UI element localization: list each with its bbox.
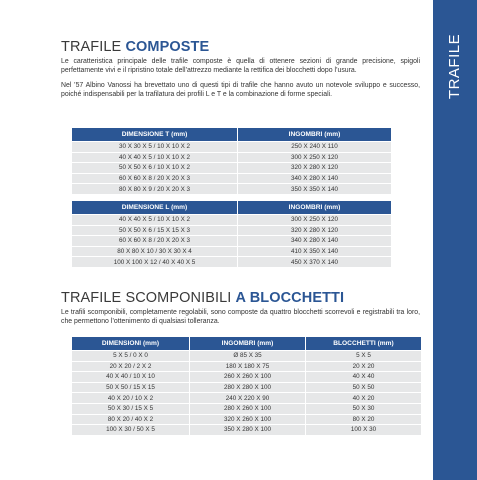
table-cell: 100 X 30 bbox=[306, 425, 422, 436]
table-row bbox=[72, 361, 422, 372]
table-row bbox=[72, 351, 422, 362]
table-cell: 40 X 20 bbox=[306, 393, 422, 404]
table-cell: 80 X 80 X 9 / 20 X 20 X 3 bbox=[72, 184, 238, 195]
table-cell: 300 X 250 X 120 bbox=[238, 215, 392, 226]
table-cell: 80 X 20 bbox=[306, 414, 422, 425]
table-cell: 40 X 40 bbox=[306, 372, 422, 383]
table-row bbox=[72, 163, 392, 174]
table-cell: 40 X 40 / 10 X 10 bbox=[72, 372, 190, 383]
table-cell: 60 X 60 X 8 / 20 X 20 X 3 bbox=[72, 173, 238, 184]
table-cell: 320 X 280 X 120 bbox=[238, 225, 392, 236]
table-row bbox=[72, 173, 392, 184]
table-cell: 350 X 280 X 100 bbox=[190, 425, 306, 436]
table-cell: 20 X 20 bbox=[306, 361, 422, 372]
table-row bbox=[72, 257, 392, 268]
column-header: DIMENSIONE T (mm) bbox=[72, 128, 238, 142]
table-row bbox=[72, 403, 422, 414]
table-cell: 5 X 5 bbox=[306, 351, 422, 362]
column-header: INGOMBRI (mm) bbox=[238, 128, 392, 142]
table-row bbox=[72, 393, 422, 404]
table-cell: 100 X 100 X 12 / 40 X 40 X 5 bbox=[72, 257, 238, 268]
table-cell: 320 X 260 X 100 bbox=[190, 414, 306, 425]
table-row bbox=[72, 142, 392, 153]
table-header-row bbox=[72, 337, 422, 351]
table-header-row bbox=[72, 128, 392, 142]
table-row bbox=[72, 215, 392, 226]
column-header: INGOMBRI (mm) bbox=[238, 201, 392, 215]
history-paragraph: Nel ’57 Albino Vanossi ha brevettato uno di questi tipi di trafile che hanno avuto un notevole sviluppo e successo, poiché indispensabili per la trafilatura dei profili L e T e la combinazione di forme speciali. bbox=[61, 81, 420, 98]
intro-paragraph: Le trafili scomponibili, completamente regolabili, sono composte da quattro blocchetti scorrevoli e registrabili tra loro, che permettono l’ottenimento di qualsiasi tolleranza. bbox=[61, 309, 420, 325]
table-row bbox=[72, 414, 422, 425]
table-cell: 50 X 30 / 15 X 5 bbox=[72, 403, 190, 414]
column-header: BLOCCHETTI (mm) bbox=[306, 337, 422, 351]
table-cell: 50 X 50 X 6 / 15 X 15 X 3 bbox=[72, 225, 238, 236]
table-cell: 5 X 5 / 0 X 0 bbox=[72, 351, 190, 362]
side-tab-label bbox=[433, 33, 477, 99]
title-plain: TRAFILE bbox=[61, 39, 126, 55]
table-row bbox=[72, 184, 392, 195]
title-plain: TRAFILE SCOMPONIBILI bbox=[61, 290, 236, 306]
table-blocchetti bbox=[71, 336, 422, 436]
table-cell: 50 X 30 bbox=[306, 403, 422, 414]
table-cell: 280 X 260 X 100 bbox=[190, 403, 306, 414]
column-header: DIMENSIONI (mm) bbox=[72, 337, 190, 351]
column-header: DIMENSIONE L (mm) bbox=[72, 201, 238, 215]
table-cell: 40 X 20 / 10 X 2 bbox=[72, 393, 190, 404]
table-row bbox=[72, 382, 422, 393]
table-cell: 50 X 50 X 6 / 10 X 10 X 2 bbox=[72, 163, 238, 174]
table-cell: 250 X 240 X 110 bbox=[238, 142, 392, 153]
table-cell: 20 X 20 / 2 X 2 bbox=[72, 361, 190, 372]
table-cell: 50 X 50 bbox=[306, 382, 422, 393]
table-cell: 40 X 40 X 5 / 10 X 10 X 2 bbox=[72, 152, 238, 163]
section-title bbox=[61, 290, 420, 307]
table-cell: 240 X 220 X 90 bbox=[190, 393, 306, 404]
table-cell: 340 X 280 X 140 bbox=[238, 236, 392, 247]
table-cell: 350 X 350 X 140 bbox=[238, 184, 392, 195]
table-row bbox=[72, 372, 422, 383]
table-cell: 40 X 40 X 5 / 10 X 10 X 2 bbox=[72, 215, 238, 226]
table-dimensione-t bbox=[71, 127, 392, 195]
table-cell: 320 X 280 X 120 bbox=[238, 163, 392, 174]
title-bold: COMPOSTE bbox=[125, 39, 210, 55]
table-row bbox=[72, 236, 392, 247]
table-cell: 80 X 80 X 10 / 30 X 30 X 4 bbox=[72, 246, 238, 257]
table-cell: 300 X 250 X 120 bbox=[238, 152, 392, 163]
section-trafile-scomponibili bbox=[61, 290, 420, 327]
section-title bbox=[61, 39, 420, 56]
table-cell: 60 X 60 X 8 / 20 X 20 X 3 bbox=[72, 236, 238, 247]
title-bold: A BLOCCHETTI bbox=[235, 290, 345, 306]
table-cell: 340 X 280 X 140 bbox=[238, 173, 392, 184]
table-row bbox=[72, 425, 422, 436]
table-cell: Ø 85 X 35 bbox=[190, 351, 306, 362]
table-cell: 260 X 260 X 100 bbox=[190, 372, 306, 383]
intro-paragraph: Le caratteristica principale delle trafile composte è quella di ottenere sezioni di grande precisione, spigoli perfettamente vivi e il ripristino totale dell’attrezzo mediante la rettifica dei blocchetti dopo l’usura. bbox=[61, 58, 420, 74]
table-cell: 80 X 20 / 40 X 2 bbox=[72, 414, 190, 425]
section-trafile-composte bbox=[61, 39, 420, 100]
table-cell: 450 X 370 X 140 bbox=[238, 257, 392, 268]
table-row bbox=[72, 225, 392, 236]
column-header: INGOMBRI (mm) bbox=[190, 337, 306, 351]
table-cell: 50 X 50 / 15 X 15 bbox=[72, 382, 190, 393]
table-cell: 30 X 30 X 5 / 10 X 10 X 2 bbox=[72, 142, 238, 153]
table-cell: 280 X 280 X 100 bbox=[190, 382, 306, 393]
table-cell: 410 X 350 X 140 bbox=[238, 246, 392, 257]
table-dimensione-l bbox=[71, 200, 392, 268]
table-row bbox=[72, 246, 392, 257]
table-row bbox=[72, 152, 392, 163]
table-cell: 180 X 180 X 75 bbox=[190, 361, 306, 372]
side-tab-text: TRAFILE bbox=[446, 33, 464, 99]
table-header-row bbox=[72, 201, 392, 215]
table-cell: 100 X 30 / 50 X 5 bbox=[72, 425, 190, 436]
